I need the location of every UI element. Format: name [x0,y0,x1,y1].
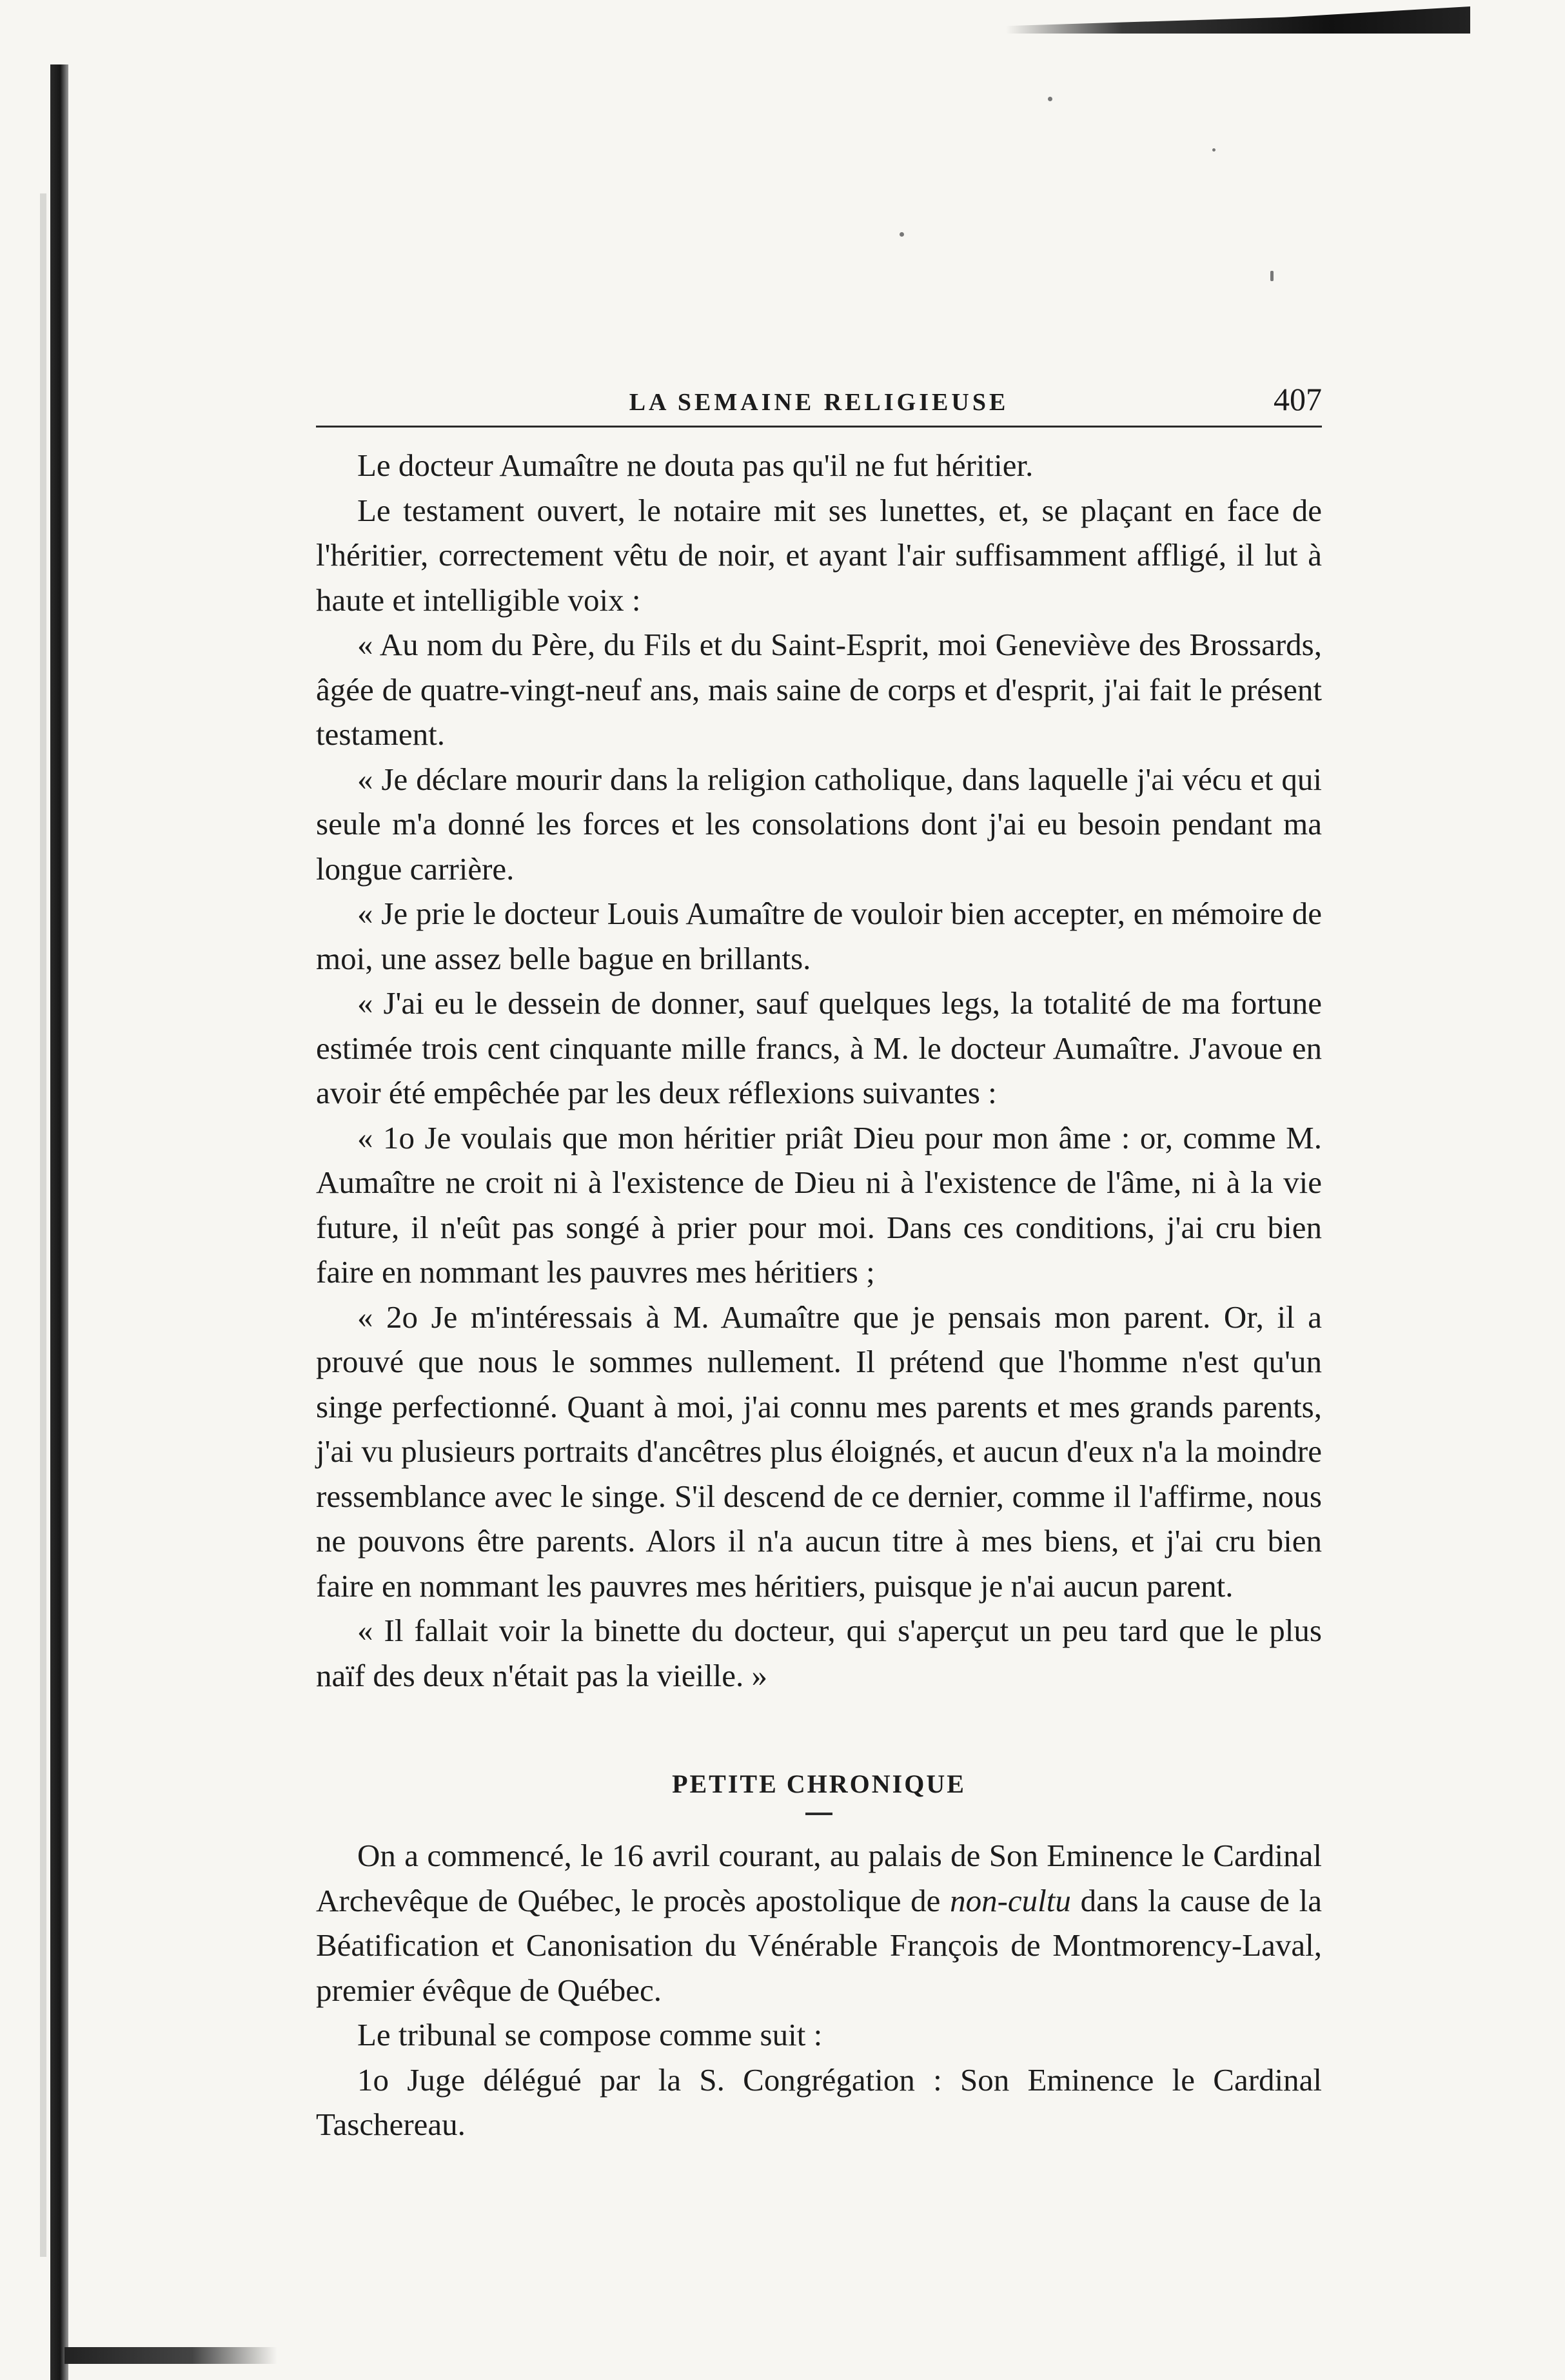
paragraph: « 1o Je voulais que mon héritier priât Dieu pour mon âme : or, comme M. Aumaître ne croit ni à l'existence de Dieu ni à l'existence de l'âme, ni à la vie future, il n'eût pas songé à prier pour moi. Dans ces conditions, j'ai cru bien faire en nommant les pauvres mes héritiers ; [316,1119,1322,1290]
scan-speck [900,232,904,237]
paragraph: « Au nom du Père, du Fils et du Saint-Esprit, moi Geneviève des Brossards, âgée de quatre-vingt-neuf ans, mais saine de corps et d'esprit, j'ai fait le présent testament. [316,627,1322,752]
section-divider [805,1813,832,1815]
chronique-text [316,1833,1322,2147]
paragraph: Le testament ouvert, le notaire mit ses lunettes, et, se plaçant en face de l'héritier, correctement vêtu de noir, et ayant l'air suffisamment affligé, il lut à haute et intelligible voix : [316,492,1322,618]
text-run: On a commencé, le 16 avril courant, au palais de Son Eminence le Cardinal Archevêque de Québec, le procès apostolique de [316,1838,1322,1918]
body-text [316,443,1322,1698]
document-page [316,374,1322,2147]
scan-binding-edge [50,64,68,2380]
section-title: PETITE CHRONIQUE [672,1769,966,1798]
scan-top-artifact [1006,6,1470,34]
paragraph: « 2o Je m'intéressais à M. Aumaître que je pensais mon parent. Or, il a prouvé que nous le sommes nullement. Il prétend que l'homme n'est qu'un singe perfectionné. Quant à moi, j'ai connu mes parents et mes grands parents, j'ai vu plusieurs portraits d'ancêtres plus éloignés, et aucun d'eux n'a la moindre ressemblance avec le singe. S'il descend de ce dernier, comme il l'affirme, nous ne pouvons être parents. Alors il n'a aucun titre à mes biens, et j'ai cru bien faire en nommant les pauvres mes héritiers, puisque je n'ai aucun parent. [316,1299,1322,1604]
italic-term: non-cultu [950,1882,1071,1918]
paragraph: « J'ai eu le dessein de donner, sauf quelques legs, la totalité de ma fortune estimée trois cent cinquante mille francs, à M. le docteur Aumaître. J'avoue en avoir été empêchée par les deux réflexions suivantes : [316,985,1322,1110]
text-run: dans la cause de la Béatification et Canonisation du Vénérable François de Montmorency-Laval, premier évêque de Québec. [316,1882,1322,2008]
scan-margin-shadow [40,193,46,2257]
scan-speck [1048,97,1052,101]
paragraph: Le tribunal se compose comme suit : [357,2017,823,2052]
running-title: LA SEMAINE RELIGIEUSE [629,389,1009,416]
running-head [316,374,1322,428]
paragraph: 1o Juge délégué par la S. Congrégation : Son Eminence le Cardinal Taschereau. [316,2061,1322,2142]
paragraph: « Je prie le docteur Louis Aumaître de vouloir bien accepter, en mémoire de moi, une assez belle bague en brillants. [316,896,1322,976]
scan-speck [1212,148,1216,152]
paragraph [316,1833,1322,2012]
paragraph: « Je déclare mourir dans la religion catholique, dans laquelle j'ai vécu et qui seule m'a donné les forces et les consolations dont j'ai eu besoin pendant ma longue carrière. [316,761,1322,887]
scan-bottom-artifact [64,2347,277,2364]
scan-speck [1270,271,1274,281]
page-number: 407 [1274,381,1322,417]
paragraph: Le docteur Aumaître ne douta pas qu'il ne fut héritier. [357,447,1034,483]
paragraph: « Il fallait voir la binette du docteur, qui s'aperçut un peu tard que le plus naïf des deux n'était pas la vieille. » [316,1613,1322,1693]
